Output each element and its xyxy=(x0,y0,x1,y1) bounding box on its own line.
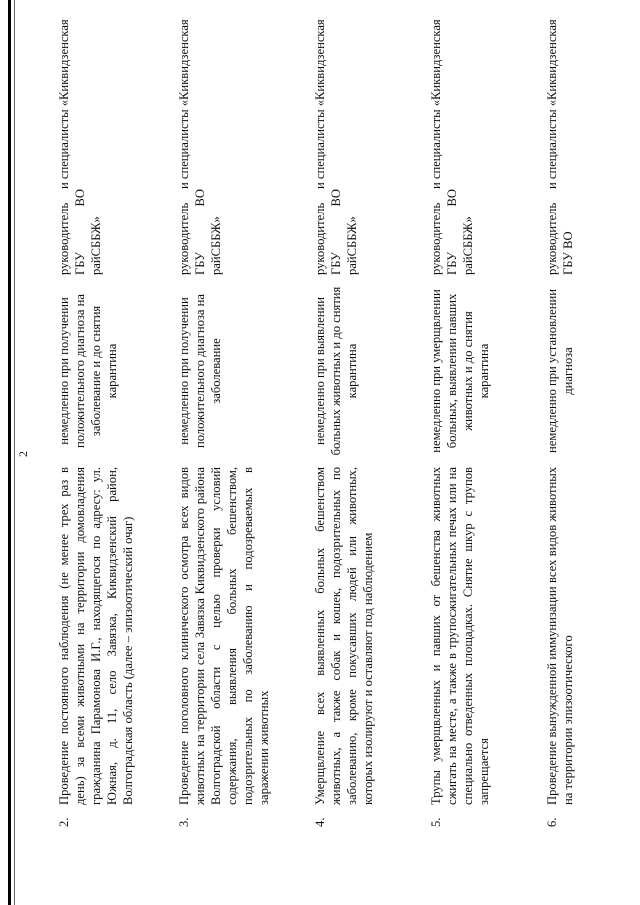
row-number: 5. xyxy=(429,817,443,827)
measure-description: Проведение вынужденной иммунизации всех видов животных на территории эпизоотического xyxy=(545,467,575,805)
measure-description: Проведение поголовного клинического осмотра всех видов животных на территории села Завязка Киквидзенского района Волгоградской области с целью проверки условий содержания, выявления больных бешенством, подозрительных по заболеванию и подозреваемых в заражении животных xyxy=(177,467,271,805)
row-number: 2. xyxy=(57,817,71,827)
measure-term: немедленно при установлении диагноза xyxy=(545,289,575,453)
scan-edge-line xyxy=(8,0,11,905)
responsible-party-continued: и специалисты «Киквидзенская xyxy=(57,19,71,189)
row-number: 3. xyxy=(177,817,191,827)
measure-description: Проведение постоянного наблюдения (не менее трех раз в день) за всеми животными на территории домовладения гражданина Парамонова И.Г., находящегося по адресу: ул. Южная, д. 11, село Завязка, Киквидзенский район, Волгоградская область (далее – эпизоотический очаг) xyxy=(57,467,135,805)
measure-term: немедленно при получении положительного диагноза на заболевание и до снятия карантина xyxy=(57,294,119,449)
responsible-party: руководитель ГБУ ВО райСББЖ» xyxy=(313,189,359,275)
row-number: 4. xyxy=(313,817,327,827)
measure-term: немедленно при выявлении больных животных и до снятия карантина xyxy=(313,286,359,456)
measure-description: Умерщвление всех выявленных больных бешенством животных, а также собак и кошек, подозрительных по заболеванию, кроме покусавших людей или животных, которых изолируют и оставляют под наблюдением xyxy=(313,467,375,805)
row-number: 6. xyxy=(545,817,559,827)
measure-description: Трупы умерщвленных и павших от бешенства животных сжигать на месте, а также в трупосжигательных печах или на специально отведенных площадках. Снятие шкур с трупов запрещается xyxy=(429,467,491,805)
responsible-party-continued: и специалисты «Киквидзенская xyxy=(545,19,559,189)
responsible-party: руководитель ГБУ ВО райСББЖ» xyxy=(177,189,223,275)
responsible-party: руководитель ГБУ ВО xyxy=(545,202,575,275)
scan-edge-line-thin xyxy=(14,0,15,905)
measure-term: немедленно при умерщвлении больных, выявлении павших животных и до снятия карантина xyxy=(429,289,491,453)
responsible-party-continued: и специалисты «Киквидзенская xyxy=(177,19,191,189)
page-number: 2 xyxy=(16,451,30,457)
responsible-party-continued: и специалисты «Киквидзенская xyxy=(429,19,443,189)
responsible-party: руководитель ГБУ ВО райСББЖ» xyxy=(429,189,475,275)
measures-table xyxy=(56,0,640,905)
responsible-party-continued: и специалисты «Киквидзенская xyxy=(313,19,327,189)
responsible-party: руководитель ГБУ ВО райСББЖ» xyxy=(57,189,103,275)
measure-term: немедленно при получении положительного диагноза на заболевание xyxy=(177,294,223,449)
